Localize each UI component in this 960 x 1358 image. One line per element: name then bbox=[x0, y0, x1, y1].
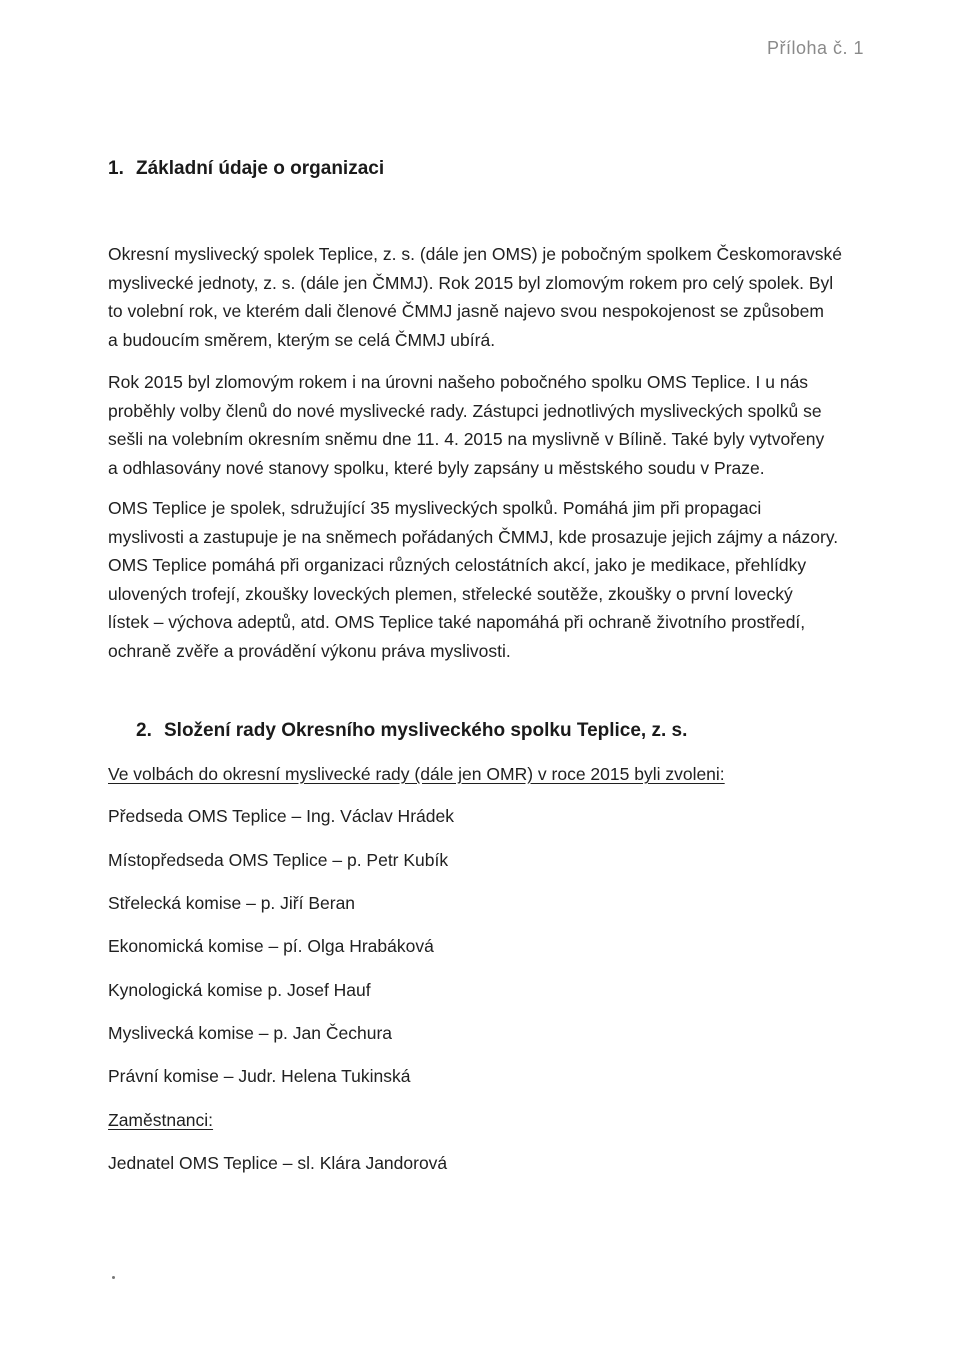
member-shooting-committee: Střelecká komise – p. Jiří Beran bbox=[108, 893, 356, 913]
annex-label: Příloha č. 1 bbox=[766, 38, 864, 58]
section2-number: 2. bbox=[136, 720, 152, 741]
paragraph-line: ulovených trofejí, zkoušky loveckých plemen, střelecké soutěže, zkoušky o první lovecký bbox=[108, 583, 793, 604]
staff-heading: Zaměstnanci: bbox=[108, 1110, 214, 1130]
section1-heading bbox=[108, 158, 384, 180]
paragraph-line: ochraně zvěře a provádění výkonu práva myslivosti. bbox=[108, 640, 511, 661]
member-vice-chair: Místopředseda OMS Teplice – p. Petr Kubík bbox=[108, 850, 449, 870]
paragraph-line: to volební rok, ve kterém dali členové ČMMJ jasně najevo svou nespokojenost se způsobem bbox=[108, 301, 824, 321]
section1-number: 1. bbox=[108, 158, 124, 179]
section2-heading bbox=[136, 720, 687, 742]
section1-paragraph1 bbox=[108, 240, 848, 354]
paragraph-line: OMS Teplice je spolek, sdružující 35 mysliveckých spolků. Pomáhá jim při propagaci bbox=[108, 498, 762, 518]
paragraph-line: myslivosti a zastupuje je na sněmech pořádaných ČMMJ, kde prosazuje jejich zájmy a názory. bbox=[108, 526, 839, 547]
paragraph-line: a budoucím směrem, kterým se celá ČMMJ ubírá. bbox=[108, 329, 496, 350]
section1-title: Základní údaje o organizaci bbox=[136, 158, 385, 179]
section1-paragraph3 bbox=[108, 494, 848, 665]
paragraph-line: a odhlasovány nové stanovy spolku, které byly zapsány u městského soudu v Praze. bbox=[108, 457, 765, 478]
member-economic-committee: Ekonomická komise – pí. Olga Hrabáková bbox=[108, 936, 434, 956]
paragraph-line: OMS Teplice pomáhá při organizaci různých celostátních akcí, jako je medikace, přehlídky bbox=[108, 555, 807, 575]
member-hunting-committee: Myslivecká komise – p. Jan Čechura bbox=[108, 1023, 392, 1043]
member-chair: Předseda OMS Teplice – Ing. Václav Hrádek bbox=[108, 806, 454, 826]
paragraph-line: lístek – výchova adeptů, atd. OMS Teplice také napomáhá při ochraně životního prostředí, bbox=[108, 612, 806, 632]
paragraph-line: Okresní myslivecký spolek Teplice, z. s. (dále jen OMS) je pobočným spolkem Českomoravské bbox=[108, 244, 842, 264]
section2-title: Složení rady Okresního mysliveckého spolku Teplice, z. s. bbox=[164, 720, 688, 741]
member-cynological-committee: Kynologická komise p. Josef Hauf bbox=[108, 980, 371, 1000]
staff-secretary: Jednatel OMS Teplice – sl. Klára Jandorová bbox=[108, 1153, 448, 1173]
paragraph-line: sešli na volebním okresním sněmu dne 11. 4. 2015 na myslivně v Bílině. Také byly vytvořeny bbox=[108, 429, 825, 449]
section1-paragraph2 bbox=[108, 368, 848, 482]
scan-speck bbox=[112, 1276, 115, 1279]
member-legal-committee: Právní komise – Judr. Helena Tukinská bbox=[108, 1066, 411, 1086]
paragraph-line: proběhly volby členů do nové myslivecké rady. Zástupci jednotlivých mysliveckých spolků se bbox=[108, 400, 822, 421]
paragraph-line: myslivecké jednoty, z. s. (dále jen ČMMJ). Rok 2015 byl zlomovým rokem pro celý spolek. Byl bbox=[108, 272, 834, 293]
election-intro: Ve volbách do okresní myslivecké rady (dále jen OMR) v roce 2015 byli zvoleni: bbox=[108, 764, 725, 784]
paragraph-line: Rok 2015 byl zlomovým rokem i na úrovni našeho pobočného spolku OMS Teplice. I u nás bbox=[108, 372, 809, 392]
